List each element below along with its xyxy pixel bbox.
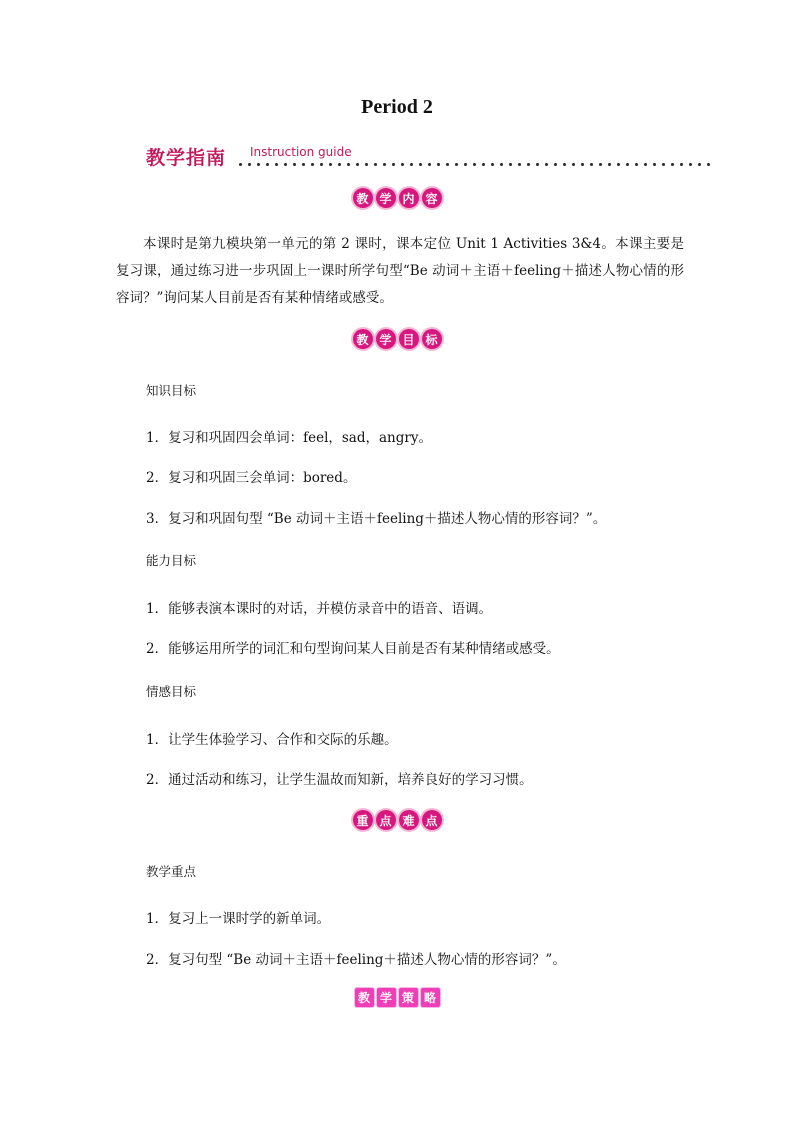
knowledge-heading: 知识目标 xyxy=(146,383,197,398)
focus-item: 2．复习句型 “Be 动词＋主语＋feeling＋描述人物心情的形容词？”。 xyxy=(146,952,566,968)
emotion-item: 1．让学生体验学习、合作和交际的乐趣。 xyxy=(146,732,398,748)
badge-char: 学 xyxy=(376,329,396,349)
badge-char: 策 xyxy=(399,988,418,1007)
badge-teaching-strategy xyxy=(0,988,794,1014)
guide-title-en: Instruction guide xyxy=(250,145,352,159)
badge-key-points xyxy=(0,810,794,836)
badge-char: 难 xyxy=(399,810,419,830)
badge-char: 标 xyxy=(422,329,442,349)
badge-char: 内 xyxy=(399,188,419,208)
emotion-heading: 情感目标 xyxy=(146,684,197,699)
focus-item: 1．复习上一课时学的新单词。 xyxy=(146,911,331,927)
badge-char: 教 xyxy=(353,188,373,208)
dotted-divider xyxy=(236,162,712,167)
badge-char: 点 xyxy=(422,810,442,830)
knowledge-item: 1．复习和巩固四会单词：feel，sad，angry。 xyxy=(146,430,432,446)
ability-heading: 能力目标 xyxy=(146,553,197,568)
badge-char: 重 xyxy=(353,810,373,830)
badge-char: 教 xyxy=(353,329,373,349)
badge-char: 学 xyxy=(376,188,396,208)
badge-teaching-content xyxy=(0,188,794,214)
knowledge-item: 3．复习和巩固句型 “Be 动词＋主语＋feeling＋描述人物心情的形容词？”。 xyxy=(146,511,607,527)
page-title: Period 2 xyxy=(361,96,433,118)
badge-char: 点 xyxy=(376,810,396,830)
ability-item: 2．能够运用所学的词汇和句型询问某人目前是否有某种情绪或感受。 xyxy=(146,641,560,657)
knowledge-item: 2．复习和巩固三会单词：bored。 xyxy=(146,470,357,486)
content-paragraph: 本课时是第九模块第一单元的第 2 课时，课本定位 Unit 1 Activities 3&4。本课主要是复习课，通过练习进一步巩固上一课时所学句型“Be 动词＋主语＋feeling＋描述人物心情的形容词？”询问某人目前是否有某种情绪或感受。 xyxy=(116,236,684,306)
guide-title-cn: 教学指南 xyxy=(146,147,227,169)
ability-item: 1．能够表演本课时的对话，并模仿录音中的语音、语调。 xyxy=(146,601,493,617)
focus-heading: 教学重点 xyxy=(146,864,197,879)
badge-char: 略 xyxy=(421,988,440,1007)
badge-char: 教 xyxy=(355,988,374,1007)
instruction-guide-header xyxy=(146,143,712,171)
badge-char: 目 xyxy=(399,329,419,349)
emotion-item: 2．通过活动和练习，让学生温故而知新，培养良好的学习习惯。 xyxy=(146,772,533,788)
badge-char: 学 xyxy=(377,988,396,1007)
badge-char: 容 xyxy=(422,188,442,208)
badge-teaching-objectives xyxy=(0,329,794,355)
